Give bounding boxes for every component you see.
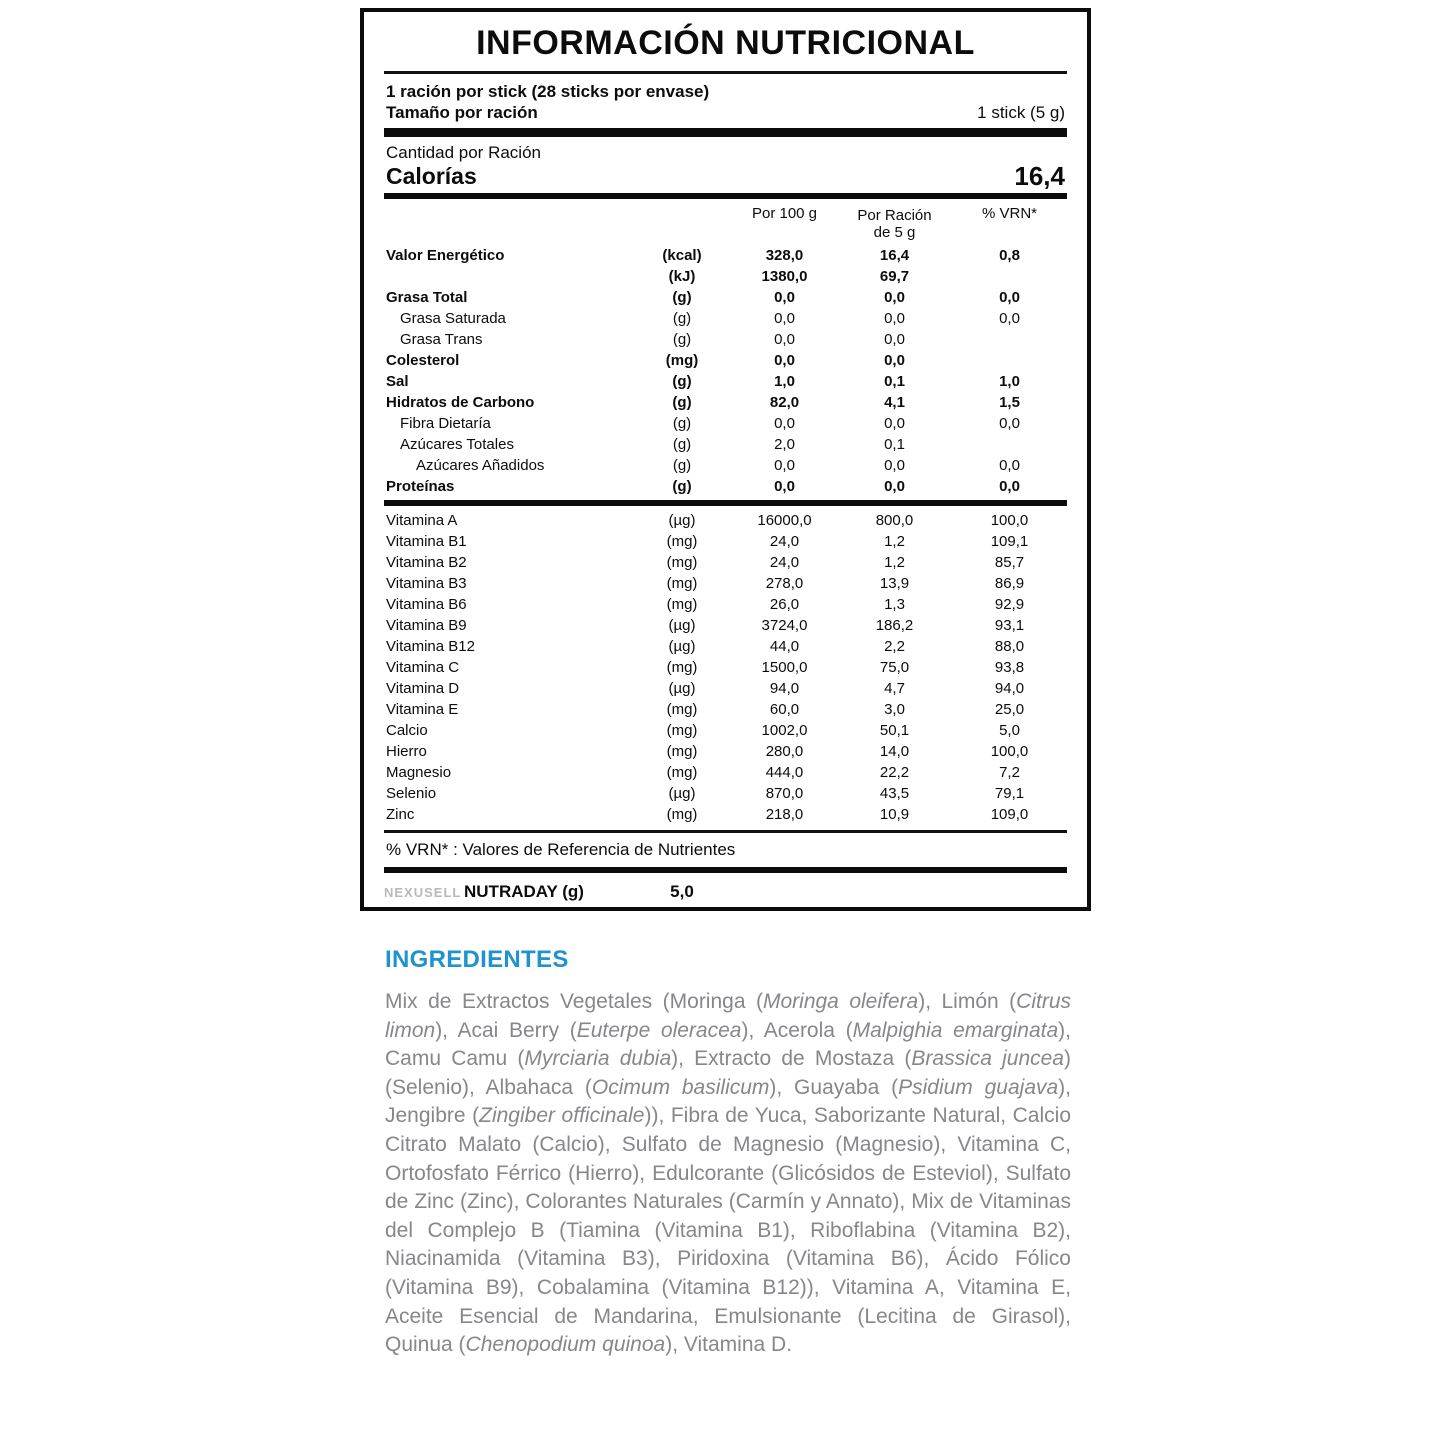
table-cell-name: Vitamina E: [386, 701, 459, 718]
table-row: [384, 350, 1067, 371]
table-cell-unit: (mg): [666, 806, 698, 823]
table-cell-v5: 3,0: [884, 701, 905, 718]
table-cell-v5: 0,0: [884, 310, 905, 327]
table-cell-v100: 16000,0: [757, 512, 812, 529]
table-cell-name: Vitamina B6: [386, 596, 467, 613]
table-row: [384, 573, 1067, 594]
table-row: [384, 678, 1067, 699]
table-cell-unit: (g): [672, 436, 692, 453]
table-cell-vrn: 0,0: [999, 478, 1020, 495]
table-cell-vrn: 5,0: [999, 722, 1020, 739]
table-cell-v5: 0,0: [884, 478, 905, 495]
table-cell-name: Vitamina B1: [386, 533, 467, 550]
table-cell-v5: 0,0: [884, 331, 905, 348]
table-cell-unit: (mg): [666, 596, 698, 613]
table-cell-unit: (mg): [666, 701, 698, 718]
table-cell-unit: (µg): [668, 785, 696, 802]
table-cell-v5: 0,0: [884, 289, 905, 306]
table-cell-v5: 16,4: [879, 247, 910, 264]
table-cell-vrn: 25,0: [994, 701, 1025, 718]
column-header-vrn: % VRN*: [981, 205, 1037, 222]
table-cell-unit: (mg): [666, 575, 698, 592]
table-cell-unit: (g): [672, 478, 692, 495]
table-cell-v100: 26,0: [769, 596, 800, 613]
table-row: [384, 552, 1067, 573]
table-cell-v100: 60,0: [769, 701, 800, 718]
ingredient-segment: Moringa oleifera: [762, 990, 919, 1013]
ingredient-segment: ), Extracto de Mostaza (: [671, 1047, 912, 1071]
table-cell-v5: 4,1: [884, 394, 905, 411]
ingredient-segment: ), Acerola (: [741, 1018, 853, 1042]
table-cell-unit: (µg): [668, 638, 696, 655]
table-cell-vrn: [952, 434, 1067, 455]
table-cell-vrn: [952, 350, 1067, 371]
table-cell-unit: (mg): [666, 764, 698, 781]
table-cell-v5: 22,2: [879, 764, 910, 781]
table-cell-vrn: 0,0: [999, 310, 1020, 327]
table-row: [384, 329, 1067, 350]
table-cell-vrn: 93,8: [994, 659, 1025, 676]
footer-row: [384, 873, 1067, 902]
ingredient-segment: Malpighia emarginata: [852, 1018, 1059, 1042]
table-row: [384, 434, 1067, 455]
ingredient-segment: ), Guayaba (: [769, 1075, 899, 1099]
table-cell-v5: 0,1: [884, 436, 905, 453]
table-cell-v5: 0,0: [884, 457, 905, 474]
table-row: [384, 636, 1067, 657]
table-cell-v5: 69,7: [879, 268, 910, 285]
column-header-per-100g: Por 100 g: [751, 205, 818, 222]
table-cell-v100: 44,0: [769, 638, 800, 655]
table-cell-v100: 0,0: [774, 478, 795, 495]
table-cell-unit: (kcal): [662, 247, 702, 264]
table-cell-v100: 24,0: [769, 533, 800, 550]
table-cell-name: Grasa Total: [386, 289, 468, 306]
table-row: [384, 371, 1067, 392]
ingredient-segment: Citrus limon: [385, 990, 1071, 1042]
table-cell-v100: 280,0: [765, 743, 804, 760]
vitamin-table: [384, 506, 1067, 825]
table-cell-name: Vitamina B12: [386, 638, 475, 655]
table-row: [384, 615, 1067, 636]
footer-product-value: 5,0: [670, 882, 694, 901]
table-cell-v100: 1500,0: [761, 659, 808, 676]
table-row: [384, 699, 1067, 720]
table-cell-name: Sal: [386, 373, 409, 390]
table-cell-v100: 0,0: [774, 289, 795, 306]
table-cell-vrn: 109,1: [990, 533, 1029, 550]
table-cell-name: Fibra Dietaría: [400, 415, 491, 432]
table-cell-v5: 1,3: [884, 596, 905, 613]
table-cell-unit: (µg): [668, 512, 696, 529]
calories-label: Calorías: [386, 163, 477, 189]
table-cell-v5: 186,2: [875, 617, 914, 634]
ingredient-segment: Mix de Extractos Vegetales (Moringa (: [385, 990, 763, 1013]
ingredient-segment: ), Vitamina D.: [665, 1333, 793, 1357]
table-cell-v5: 10,9: [879, 806, 910, 823]
table-cell-vrn: 7,2: [999, 764, 1020, 781]
table-cell-vrn: 1,0: [999, 373, 1020, 390]
ingredient-segment: Chenopodium quinoa: [465, 1333, 666, 1357]
table-row: [384, 392, 1067, 413]
servings-per-container: 1 ración por stick (28 sticks por envase): [386, 82, 710, 101]
table-cell-v100: 1380,0: [761, 268, 808, 285]
table-cell-name: Proteínas: [386, 478, 455, 495]
table-cell-name: Grasa Trans: [400, 331, 483, 348]
table-cell-v5: 13,9: [879, 575, 910, 592]
ingredient-segment: ), Camu Camu (: [385, 1018, 1071, 1071]
brand-logo: NEXUSELL: [384, 884, 462, 900]
ingredients-text: [385, 988, 1071, 1360]
table-cell-name: Hierro: [386, 743, 427, 760]
table-cell-v100: 2,0: [774, 436, 795, 453]
ingredients-heading: INGREDIENTES: [385, 946, 569, 973]
column-header-per-serving: Por Ración de 5 g: [857, 207, 932, 241]
table-cell-name: Magnesio: [386, 764, 452, 781]
table-cell-v100: 0,0: [774, 331, 795, 348]
table-cell-name: Zinc: [386, 806, 415, 823]
table-cell-v100: 0,0: [774, 310, 795, 327]
table-cell-unit: (mg): [666, 659, 698, 676]
table-cell-name: Hidratos de Carbono: [386, 394, 535, 411]
table-cell-unit: (g): [672, 310, 692, 327]
table-cell-v100: 1,0: [774, 373, 795, 390]
serving-info-block: [384, 74, 1067, 128]
table-cell-vrn: 0,0: [999, 415, 1020, 432]
table-cell-v100: 870,0: [765, 785, 804, 802]
table-cell-v100: 278,0: [765, 575, 804, 592]
table-cell-v100: 0,0: [774, 457, 795, 474]
table-cell-v5: 0,0: [884, 415, 905, 432]
table-cell-v100: 1002,0: [761, 722, 808, 739]
serving-size-value: 1 stick (5 g): [977, 103, 1065, 122]
table-cell-unit: (µg): [668, 680, 696, 697]
table-cell-name: Azúcares Totales: [400, 436, 514, 453]
table-cell-vrn: 109,0: [990, 806, 1029, 823]
calories-block: [384, 137, 1067, 193]
table-row: [384, 245, 1067, 266]
table-cell-vrn: 1,5: [999, 394, 1020, 411]
table-row: [384, 531, 1067, 552]
table-row: [384, 510, 1067, 531]
table-cell-v100: 0,0: [774, 415, 795, 432]
table-row: [384, 762, 1067, 783]
table-cell-v5: 4,7: [884, 680, 905, 697]
serving-size-label: Tamaño por ración: [386, 103, 538, 122]
table-row: [384, 783, 1067, 804]
table-cell-vrn: 0,0: [999, 289, 1020, 306]
table-row: [384, 476, 1067, 497]
table-cell-name: Grasa Saturada: [400, 310, 506, 327]
table-cell-vrn: 94,0: [994, 680, 1025, 697]
table-row: [384, 413, 1067, 434]
table-cell-vrn: 92,9: [994, 596, 1025, 613]
table-cell-name: Calcio: [386, 722, 428, 739]
table-cell-name: Vitamina C: [386, 659, 460, 676]
table-cell-vrn: 86,9: [994, 575, 1025, 592]
ingredient-segment: Myrciaria dubia: [524, 1047, 672, 1071]
table-cell-vrn: 79,1: [994, 785, 1025, 802]
table-cell-vrn: 85,7: [994, 554, 1025, 571]
table-cell-unit: (g): [672, 331, 692, 348]
table-cell-name: Vitamina B2: [386, 554, 467, 571]
table-cell-unit: (g): [672, 415, 692, 432]
table-cell-name: [384, 266, 632, 287]
table-cell-unit: (mg): [666, 743, 698, 760]
table-cell-name: Azúcares Añadidos: [416, 457, 545, 474]
nutrient-table: [384, 245, 1067, 497]
table-cell-name: Vitamina B3: [386, 575, 467, 592]
table-cell-unit: (g): [672, 394, 692, 411]
table-cell-vrn: [952, 329, 1067, 350]
calories-value: 16,4: [1014, 161, 1065, 191]
ingredient-segment: Ocimum basilicum: [591, 1075, 770, 1099]
table-cell-v5: 75,0: [879, 659, 910, 676]
table-cell-unit: (mg): [665, 352, 699, 369]
ingredient-segment: Brassica juncea: [911, 1047, 1064, 1071]
table-cell-v5: 1,2: [884, 533, 905, 550]
table-cell-v100: 444,0: [765, 764, 804, 781]
table-cell-v100: 94,0: [769, 680, 800, 697]
table-row: [384, 266, 1067, 287]
table-cell-unit: (mg): [666, 533, 698, 550]
divider: [384, 128, 1067, 137]
table-row: [384, 455, 1067, 476]
ingredient-segment: ), Acai Berry (: [435, 1018, 577, 1042]
table-cell-name: Vitamina A: [386, 512, 458, 529]
table-cell-v5: 800,0: [875, 512, 914, 529]
table-cell-vrn: 100,0: [990, 743, 1029, 760]
table-cell-unit: (g): [672, 457, 692, 474]
table-row: [384, 804, 1067, 825]
table-cell-vrn: 88,0: [994, 638, 1025, 655]
table-cell-v100: 24,0: [769, 554, 800, 571]
table-cell-v5: 0,0: [884, 352, 905, 369]
table-cell-unit: (mg): [666, 554, 698, 571]
table-cell-v5: 43,5: [879, 785, 910, 802]
amount-per-serving-label: Cantidad por Ración: [386, 143, 541, 162]
table-cell-v100: 3724,0: [761, 617, 808, 634]
table-cell-v5: 1,2: [884, 554, 905, 571]
table-cell-vrn: 100,0: [990, 512, 1029, 529]
ingredient-segment: Psidium guajava: [898, 1075, 1059, 1099]
table-cell-vrn: 93,1: [994, 617, 1025, 634]
table-row: [384, 720, 1067, 741]
ingredient-segment: )), Fibra de Yuca, Saborizante Natural, Calcio Citrato Malato (Calcio), Sulfato de Magnesio (Magnesio), Vitamina C, Ortofosfato Férrico (Hierro), Edulcorante (Glicósidos de Esteviol), Sulfato de Zinc (Zinc), Colorantes Naturales (Carmín y Annato), Mix de Vitaminas del Complejo B (Tiamina (Vitamina B1), Riboflabina (Vitamina B2), Niacinamida (Vitamina B3), Piridoxina (Vitamina B6), Ácido Fólico (Vitamina B9), Cobalamina (Vitamina B12)), Vitamina A, Vitamina E, Aceite Esencial de Mandarina, Emulsionante (Lecitina de Girasol), Quinua (: [385, 1104, 1072, 1357]
ingredient-segment: Zingiber officinale: [479, 1104, 645, 1128]
table-cell-name: Colesterol: [386, 352, 460, 369]
ingredient-segment: Euterpe oleracea: [576, 1018, 742, 1042]
table-cell-name: Vitamina D: [386, 680, 460, 697]
table-cell-v5: 0,1: [884, 373, 905, 390]
table-row: [384, 657, 1067, 678]
table-cell-unit: (g): [672, 373, 692, 390]
nutrition-facts-panel: [360, 8, 1091, 911]
table-cell-name: Valor Energético: [386, 247, 505, 264]
table-cell-unit: (µg): [668, 617, 696, 634]
table-cell-v100: 82,0: [769, 394, 800, 411]
table-cell-name: Vitamina B9: [386, 617, 467, 634]
table-cell-vrn: 0,0: [999, 457, 1020, 474]
table-cell-unit: (mg): [666, 722, 698, 739]
table-cell-unit: (kJ): [668, 268, 696, 285]
footer-product-label: NUTRADAY (g): [464, 882, 584, 901]
table-cell-name: Selenio: [386, 785, 437, 802]
table-row: [384, 287, 1067, 308]
table-cell-v5: 2,2: [884, 638, 905, 655]
table-row: [384, 741, 1067, 762]
ingredient-segment: ) (Selenio), Albahaca (: [385, 1047, 1071, 1099]
table-cell-v100: 328,0: [765, 247, 804, 264]
table-cell-v5: 50,1: [879, 722, 910, 739]
table-row: [384, 308, 1067, 329]
ingredient-segment: ), Jengibre (: [385, 1075, 1071, 1128]
table-cell-v5: 14,0: [879, 743, 910, 760]
table-header-row: [384, 199, 1067, 245]
ingredient-segment: ), Limón (: [918, 990, 1017, 1013]
table-cell-v100: 218,0: [765, 806, 804, 823]
table-row: [384, 594, 1067, 615]
table-cell-v100: 0,0: [774, 352, 795, 369]
table-cell-vrn: 0,8: [999, 247, 1020, 264]
table-cell-unit: (g): [672, 289, 692, 306]
panel-title: INFORMACIÓN NUTRICIONAL: [476, 24, 975, 62]
table-cell-vrn: [952, 266, 1067, 287]
vrn-footnote: % VRN* : Valores de Referencia de Nutrientes: [386, 840, 736, 859]
